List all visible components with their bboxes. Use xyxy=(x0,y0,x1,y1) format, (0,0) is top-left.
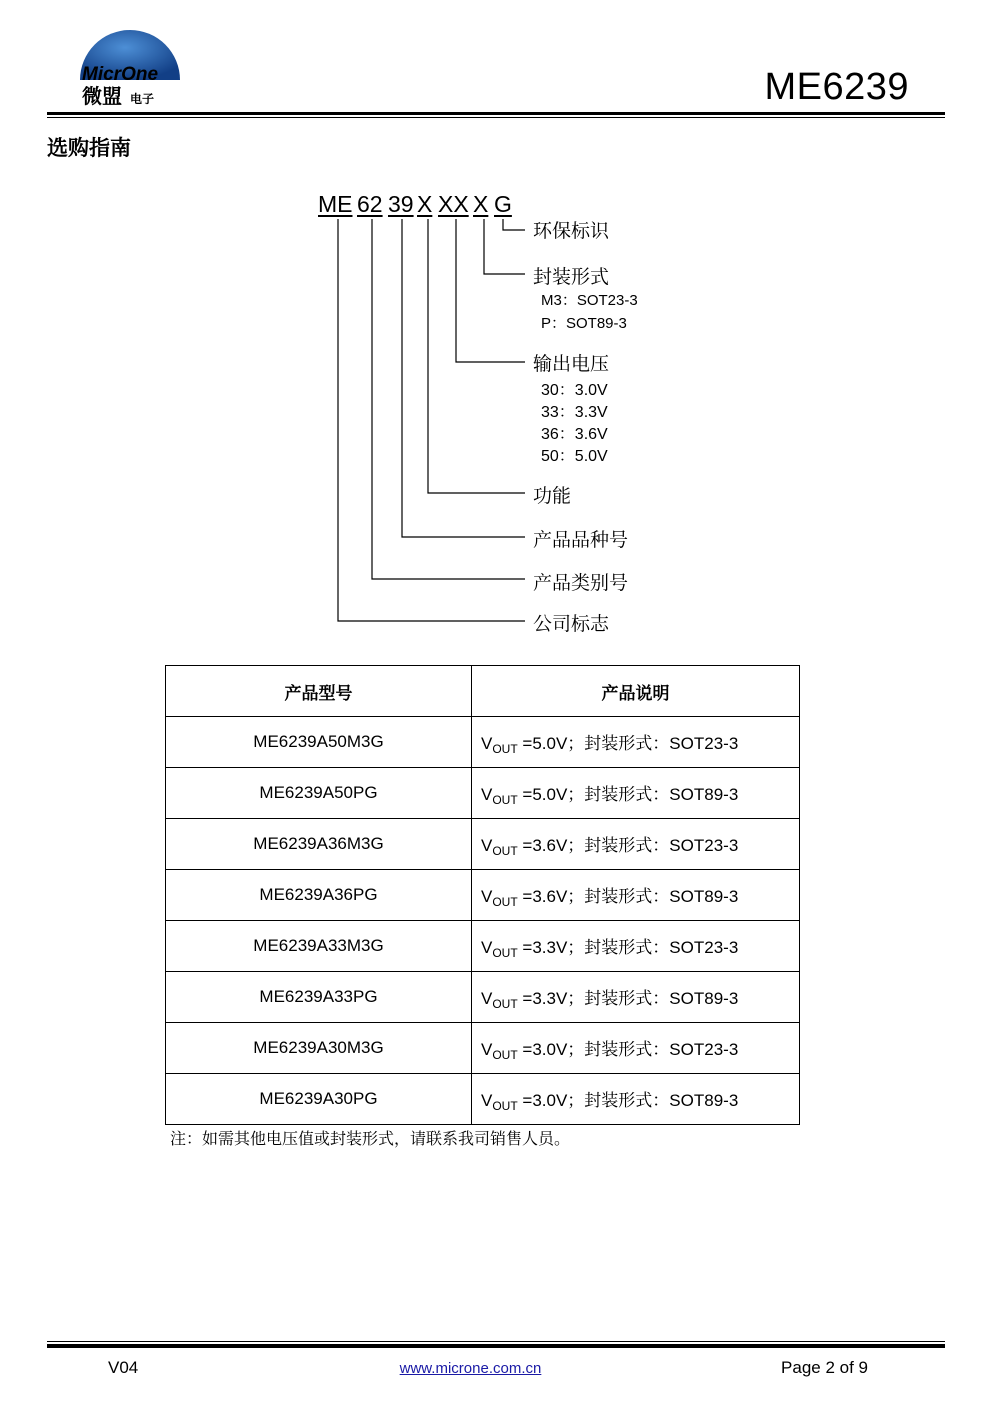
document-version: V04 xyxy=(108,1358,139,1377)
model-cell: ME6239A30PG xyxy=(166,1074,472,1125)
package-option: M3：SOT23-3 xyxy=(541,292,638,309)
section-title: 选购指南 xyxy=(47,136,131,160)
package-option: P：SOT89-3 xyxy=(541,315,627,332)
table-row xyxy=(166,1023,800,1074)
logo-text-cn-small: 电子 xyxy=(130,92,155,106)
code-segment-voltage: XX xyxy=(438,191,469,217)
description-cell: $V_{OUT} =3.6V$；封装形式：SOT23-3 xyxy=(472,819,800,870)
leader-function xyxy=(428,219,525,493)
logo-text-cn: 微盟 xyxy=(82,84,122,108)
leader-eco xyxy=(503,219,525,230)
table-row xyxy=(166,768,800,819)
leader-package xyxy=(484,219,525,274)
footer-rule xyxy=(47,1344,945,1348)
description-cell: $V_{OUT} =3.0V$；封装形式：SOT23-3 xyxy=(472,1023,800,1074)
voltage-option: 50：5.0V xyxy=(541,448,608,465)
code-segment-package: X xyxy=(473,191,489,217)
voltage-option: 36：3.6V xyxy=(541,426,608,443)
table-header-row xyxy=(166,666,800,717)
header-rule xyxy=(47,112,945,115)
model-cell: ME6239A33PG xyxy=(166,972,472,1023)
header-description: 产品说明 xyxy=(472,666,800,717)
code-segment-function: X xyxy=(417,191,433,217)
diagram-leader-lines xyxy=(300,186,720,646)
table-row xyxy=(166,972,800,1023)
product-code: ME6239 xyxy=(764,66,909,108)
code-segment-variety: 39 xyxy=(388,191,414,217)
ordering-diagram xyxy=(300,186,720,646)
table-row xyxy=(166,921,800,972)
model-cell: ME6239A30M3G xyxy=(166,1023,472,1074)
leader-category xyxy=(372,219,525,579)
leader-variety xyxy=(402,219,525,537)
table-row xyxy=(166,870,800,921)
logo-text-en: MicrOne xyxy=(82,64,159,85)
model-cell: ME6239A33M3G xyxy=(166,921,472,972)
label-package: 封装形式 xyxy=(533,267,610,288)
description-cell: $V_{OUT} =5.0V$；封装形式：SOT23-3 xyxy=(472,717,800,768)
product-table xyxy=(165,665,800,1125)
model-cell: ME6239A50M3G xyxy=(166,717,472,768)
footer-rule-thin xyxy=(47,1341,945,1342)
model-cell: ME6239A36PG xyxy=(166,870,472,921)
label-company: 公司标志 xyxy=(533,614,610,635)
description-cell: $V_{OUT} =3.6V$；封装形式：SOT89-3 xyxy=(472,870,800,921)
description-cell: $V_{OUT} =5.0V$；封装形式：SOT89-3 xyxy=(472,768,800,819)
code-segment-category: 62 xyxy=(357,191,383,217)
leader-company xyxy=(338,219,525,621)
company-logo xyxy=(78,20,182,112)
code-segment-company: ME xyxy=(318,191,353,217)
model-cell: ME6239A50PG xyxy=(166,768,472,819)
description-cell: $V_{OUT} =3.0V$；封装形式：SOT89-3 xyxy=(472,1074,800,1125)
leader-voltage xyxy=(456,219,525,362)
label-voltage: 输出电压 xyxy=(533,354,610,375)
page-number: Page 2 of 9 xyxy=(781,1358,868,1377)
description-cell: $V_{OUT} =3.3V$；封装形式：SOT23-3 xyxy=(472,921,800,972)
table-row xyxy=(166,1074,800,1125)
label-variety: 产品品种号 xyxy=(533,530,629,551)
header-rule-thin xyxy=(47,117,945,118)
label-eco: 环保标识 xyxy=(533,221,610,242)
table-row xyxy=(166,819,800,870)
table-note: 注：如需其他电压值或封装形式，请联系我司销售人员。 xyxy=(170,1131,571,1148)
header-model: 产品型号 xyxy=(166,666,472,717)
label-function: 功能 xyxy=(533,486,572,507)
description-cell: $V_{OUT} =3.3V$；封装形式：SOT89-3 xyxy=(472,972,800,1023)
voltage-option: 33：3.3V xyxy=(541,404,608,421)
code-segment-eco: G xyxy=(494,191,512,217)
label-category: 产品类别号 xyxy=(533,573,629,594)
model-cell: ME6239A36M3G xyxy=(166,819,472,870)
website-link[interactable]: www.microne.com.cn xyxy=(399,1360,542,1377)
table-row xyxy=(166,717,800,768)
voltage-option: 30：3.0V xyxy=(541,382,608,399)
